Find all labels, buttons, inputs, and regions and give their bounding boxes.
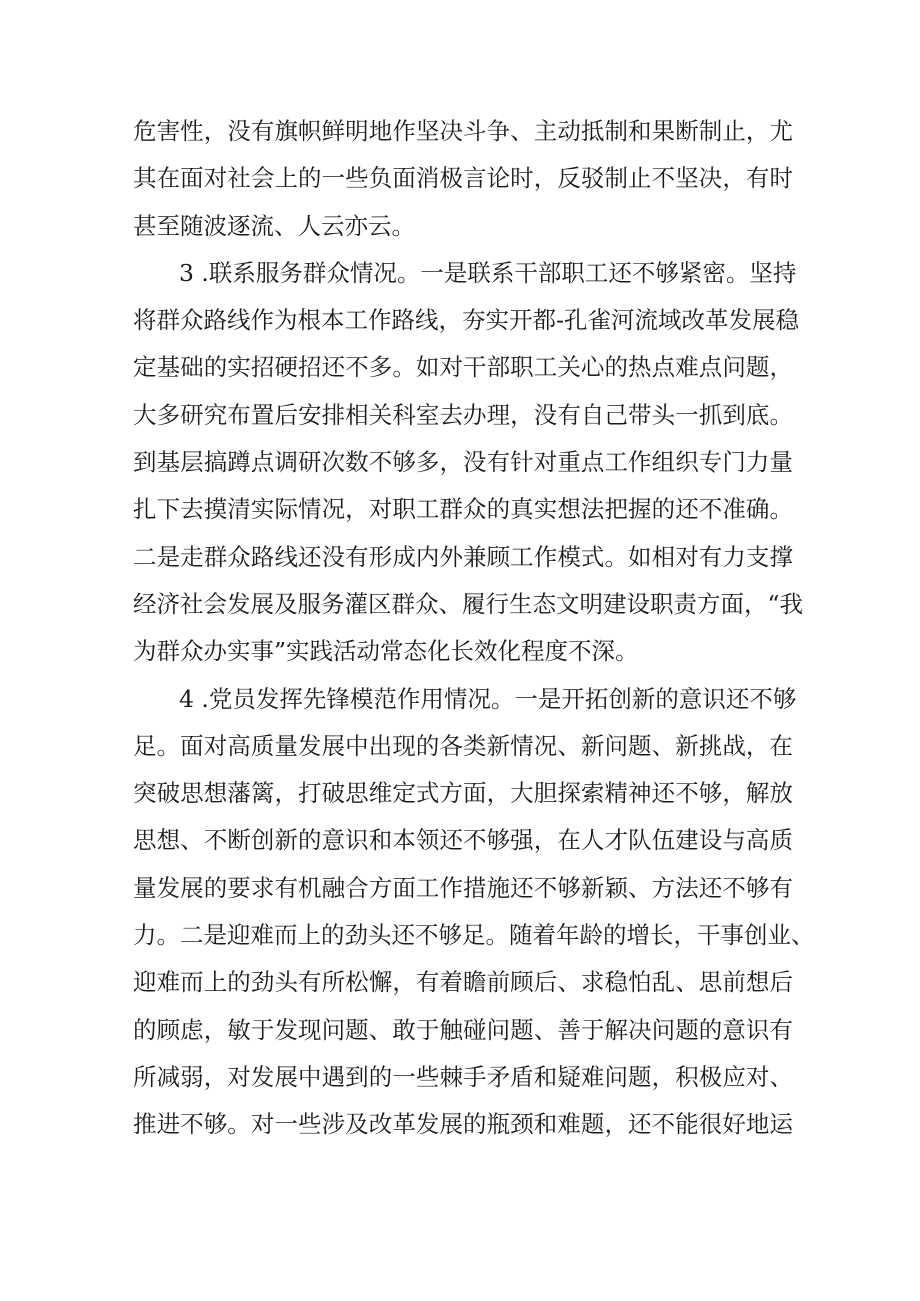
text-line: 的顾虑，敏于发现问题、敢于触碰问题、善于解决问题的意识有	[133, 1015, 793, 1044]
paragraph-section-3	[133, 250, 804, 676]
text-line: 所减弱，对发展中遇到的一些棘手矛盾和疑难问题，积极应对、	[133, 1062, 793, 1091]
text-line: 大多研究布置后安排相关科室去办理，没有自己带头一抓到底。	[133, 400, 793, 429]
text-line: 量发展的要求有机融合方面工作措施还不够新颖、方法还不够有	[133, 873, 793, 902]
text-line: 迎难而上的劲头有所松懈，有着瞻前顾后、求稳怕乱、思前想后	[133, 968, 793, 997]
text-line: 将群众路线作为根本工作路线，夯实开都-孔雀河流域改革发展稳	[133, 306, 799, 335]
text-line: 二是走群众路线还没有形成内外兼顾工作模式。如相对有力支撑	[133, 542, 793, 571]
document-body	[133, 108, 815, 1149]
text-line: 定基础的实招硬招还不多。如对干部职工关心的热点难点问题，	[133, 353, 793, 382]
text-line: 足。面对高质量发展中出现的各类新情况、新问题、新挑战，在	[133, 731, 793, 760]
text-line: 思想、不断创新的意识和本领还不够强，在人才队伍建设与高质	[133, 826, 793, 855]
text-line: 危害性，没有旗帜鲜明地作坚决斗争、主动抵制和果断制止，尤	[133, 117, 793, 145]
paragraph-section-4	[133, 676, 815, 1149]
paragraph-continued	[133, 108, 793, 250]
text-line: 3 .联系服务群众情况。一是联系干部职工还不够紧密。坚持	[179, 258, 797, 287]
text-line: 扎下去摸清实际情况，对职工群众的真实想法把握的还不准确。	[133, 495, 793, 524]
text-line: 4 .党员发挥先锋模范作用情况。一是开拓创新的意识还不够	[179, 684, 797, 713]
text-line: 经济社会发展及服务灌区群众、履行生态文明建设职责方面，“我	[133, 589, 804, 618]
text-line: 突破思想藩篱，打破思维定式方面，大胆探索精神还不够，解放	[133, 779, 793, 808]
text-line: 力。二是迎难而上的劲头还不够足。随着年龄的增长，干事创业、	[133, 921, 815, 950]
text-line: 甚至随波逐流、人云亦云。	[133, 211, 415, 240]
text-line: 为群众办实事”实践活动常态化长效化程度不深。	[133, 637, 639, 666]
text-line: 到基层搞蹲点调研次数不够多，没有针对重点工作组织专门力量	[133, 448, 793, 477]
text-line: 其在面对社会上的一些负面消极言论时，反驳制止不坚决，有时	[133, 164, 793, 193]
text-line: 推进不够。对一些涉及改革发展的瓶颈和难题，还不能很好地运	[133, 1110, 793, 1139]
